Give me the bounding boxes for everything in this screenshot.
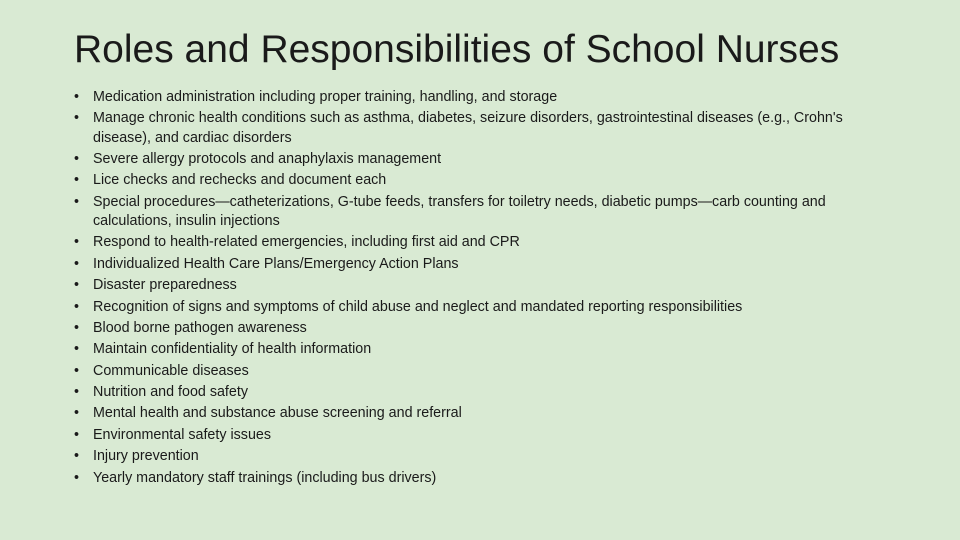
bullet-dot-icon: • (74, 298, 80, 315)
bullet-text: Nutrition and food safety (93, 384, 248, 401)
bullet-item (74, 469, 904, 488)
bullet-item (74, 276, 904, 295)
bullet-item (74, 383, 904, 402)
bullet-dot-icon: • (74, 448, 80, 465)
bullet-text: Mental health and substance abuse screening and referral (93, 405, 462, 422)
bullet-text: Recognition of signs and symptoms of child abuse and neglect and mandated reporting responsibilities (93, 298, 743, 315)
bullet-text: Environmental safety issues (93, 426, 271, 443)
bullet-item (74, 171, 904, 190)
bullet-dot-icon: • (74, 193, 80, 210)
bullet-dot-icon: • (74, 234, 80, 251)
bullet-item (74, 426, 904, 445)
bullet-item (74, 319, 904, 338)
bullet-text: Special procedures—catheterizations, G-tube feeds, transfers for toiletry needs, diabetic pumps—carb counting and calculations, insulin injections (93, 193, 826, 229)
bullet-list (74, 88, 904, 490)
bullet-text: Communicable diseases (93, 362, 249, 379)
bullet-text: Disaster preparedness (93, 277, 237, 294)
bullet-dot-icon: • (74, 341, 80, 358)
bullet-item (74, 150, 904, 169)
bullet-dot-icon: • (74, 110, 80, 127)
bullet-item (74, 340, 904, 359)
bullet-item (74, 447, 904, 466)
bullet-dot-icon: • (74, 384, 80, 401)
bullet-dot-icon: • (74, 150, 80, 167)
bullet-dot-icon: • (74, 469, 80, 486)
bullet-dot-icon: • (74, 405, 80, 422)
bullet-item (74, 233, 904, 252)
bullet-text: Maintain confidentiality of health information (93, 341, 372, 358)
bullet-dot-icon: • (74, 255, 80, 272)
bullet-dot-icon: • (74, 277, 80, 294)
bullet-item (74, 109, 904, 147)
bullet-text: Individualized Health Care Plans/Emergency Action Plans (93, 255, 459, 272)
bullet-dot-icon: • (74, 319, 80, 336)
bullet-text: Respond to health-related emergencies, including first aid and CPR (93, 234, 520, 251)
bullet-item (74, 88, 904, 107)
bullet-text: Yearly mandatory staff trainings (including bus drivers) (93, 469, 437, 486)
bullet-dot-icon: • (74, 362, 80, 379)
slide-title: Roles and Responsibilities of School Nurses (74, 28, 840, 71)
bullet-text: Manage chronic health conditions such as asthma, diabetes, seizure disorders, gastrointestinal diseases (e.g., Crohn's disease), and cardiac disorders (93, 110, 843, 146)
bullet-dot-icon: • (74, 89, 80, 105)
bullet-item (74, 404, 904, 423)
bullet-item (74, 362, 904, 381)
bullet-item (74, 298, 904, 317)
bullet-text: Injury prevention (93, 448, 199, 465)
bullet-item (74, 193, 904, 231)
bullet-text: Blood borne pathogen awareness (93, 319, 307, 336)
bullet-dot-icon: • (74, 426, 80, 443)
bullet-text: Severe allergy protocols and anaphylaxis management (93, 150, 442, 167)
bullet-text: Medication administration including proper training, handling, and storage (93, 89, 558, 105)
bullet-dot-icon: • (74, 172, 80, 189)
bullet-item (74, 255, 904, 274)
bullet-text: Lice checks and rechecks and document each (93, 172, 387, 189)
